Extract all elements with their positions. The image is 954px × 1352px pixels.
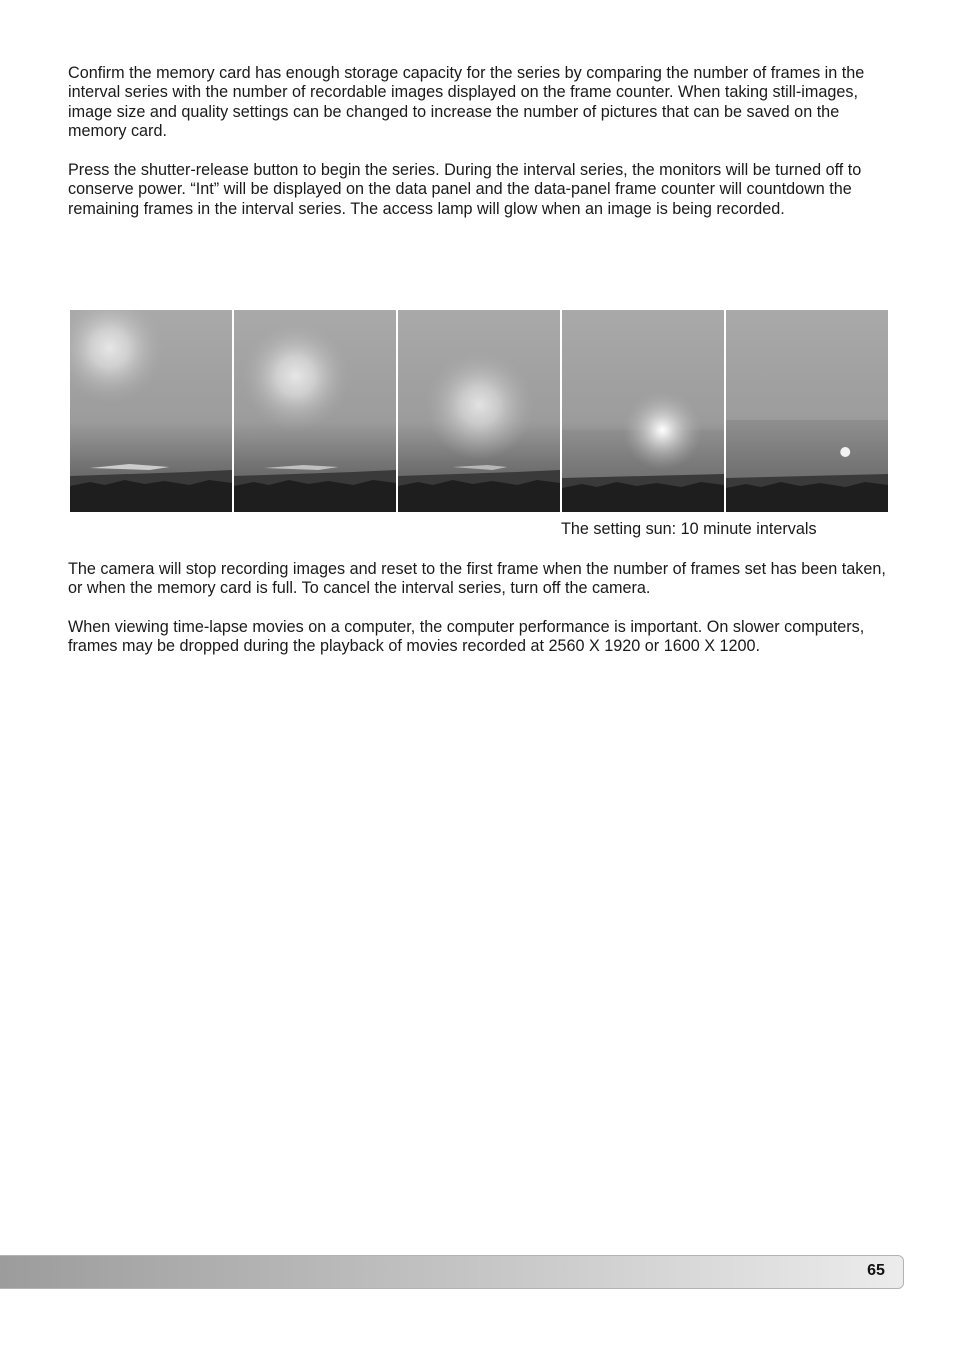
sunset-frame-1 — [70, 310, 232, 512]
figure-caption: The setting sun: 10 minute intervals — [561, 520, 817, 538]
sunset-photo-strip — [70, 310, 888, 512]
paragraph-time-lapse-playback: When viewing time-lapse movies on a computer, the computer performance is important. On slower computers, frames may be dropped during the playback of movies recorded at 2560 X 1920 or 1600 X 1200. — [68, 618, 865, 656]
sunset-frame-2 — [234, 310, 396, 512]
paragraph-shutter-release: Press the shutter-release button to begin the series. During the interval series, the monitors will be turned off to conserve power. “Int” will be displayed on the data panel and the data-panel frame counter will countdown the remaining frames in the interval series. The access lamp will glow when an image is being recorded. — [68, 161, 862, 218]
page-number: 65 — [867, 1262, 885, 1279]
paragraph-stop-recording: The camera will stop recording images and reset to the first frame when the number of frames set has been taken, or when the memory card is full. To cancel the interval series, turn off the camera. — [68, 560, 886, 598]
sunset-frame-5 — [726, 310, 888, 512]
paragraph-memory-capacity: Confirm the memory card has enough storage capacity for the series by comparing the number of frames in the interval series with the number of recordable images displayed on the frame counter. When taking still-images, image size and quality settings can be changed to increase the number of pictures that can be saved on the memory card. — [68, 64, 865, 141]
footer-bar — [0, 1255, 904, 1289]
sunset-frame-3 — [398, 310, 560, 512]
sunset-frame-4 — [562, 310, 724, 512]
